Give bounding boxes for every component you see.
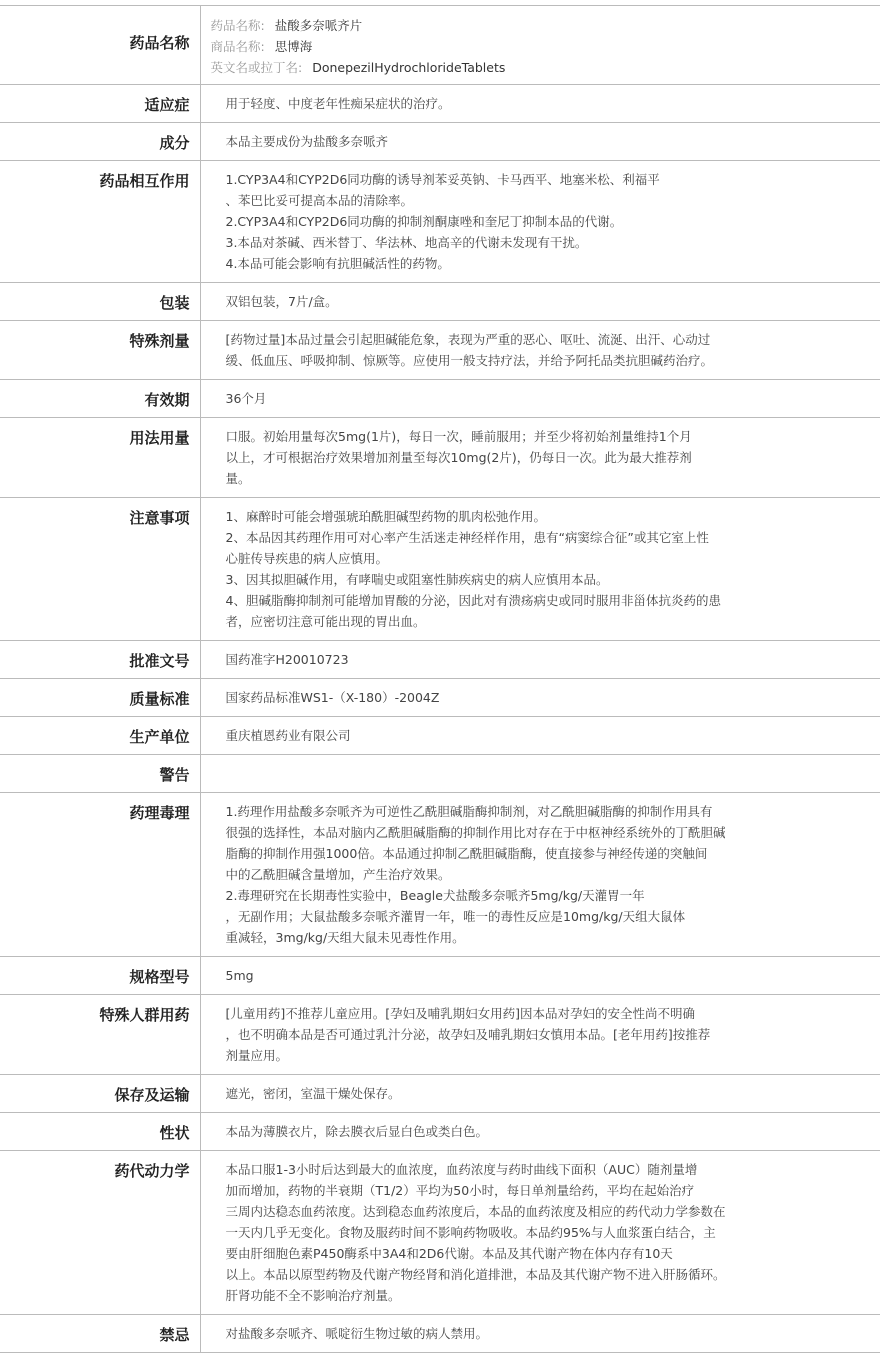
row-text-line: 加而增加，药物的半衰期（T1/2）平均为50小时，每日单剂量给药，平均在起始治疗 xyxy=(225,1183,695,1198)
row-text-line: 要由肝细胞色素P450酶系中3A4和2D6代谢。本品及其代谢产物在体内存有10天 xyxy=(225,1246,673,1261)
row-value xyxy=(200,995,880,1075)
row-text-line: 4.本品可能会影响有抗胆碱活性的药物。 xyxy=(225,256,450,271)
row-value xyxy=(200,1315,880,1353)
english-name-line xyxy=(211,57,871,78)
row-text-line: 1.药理作用盐酸多奈哌齐为可逆性乙酰胆碱脂酶抑制剂，对乙酰胆碱脂酶的抑制作用具有 xyxy=(225,804,713,819)
row-text-line: 36个月 xyxy=(225,391,267,406)
row-label: 有效期 xyxy=(0,380,200,418)
row-text-line: 肝肾功能不全不影响治疗剂量。 xyxy=(225,1288,401,1303)
row-label: 批准文号 xyxy=(0,641,200,679)
row-text-line: 国家药品标准WS1-（X-180）-2004Z xyxy=(225,690,440,705)
row-text-line: 以上。本品以原型药物及代谢产物经肾和消化道排泄，本品及其代谢产物不进入肝肠循环。 xyxy=(225,1267,726,1282)
row-text-line: 量。 xyxy=(225,471,251,486)
row-text-line: 本品口服1-3小时后达到最大的血浓度，血药浓度与药时曲线下面积（AUC）随剂量增 xyxy=(225,1162,698,1177)
row-value xyxy=(200,418,880,498)
row-label: 成分 xyxy=(0,123,200,161)
row-text-line: 本品主要成份为盐酸多奈哌齐 xyxy=(225,134,389,149)
row-label: 禁忌 xyxy=(0,1315,200,1353)
row-text-line: 1、麻醉时可能会增强琥珀酰胆碱型药物的肌肉松弛作用。 xyxy=(225,509,546,524)
row-text-line: 三周内达稳态血药浓度。达到稳态血药浓度后，本品的血药浓度及相应的药代动力学参数在 xyxy=(225,1204,726,1219)
row-text-line: 2、本品因其药理作用可对心率产生活迷走神经样作用，患有“病窦综合征”或其它室上性 xyxy=(225,530,709,545)
row-text-line: 本品为薄膜衣片，除去膜衣后显白色或类白色。 xyxy=(225,1124,489,1139)
row-text-line: 国药准字H20010723 xyxy=(225,652,349,667)
trade-name-key: 商品名称: xyxy=(210,39,265,54)
row-text-line: 重减轻，3mg/kg/天组大鼠未见毒性作用。 xyxy=(225,930,465,945)
row-value xyxy=(200,85,880,123)
trade-name-value: 思博海 xyxy=(274,39,313,54)
row-label: 特殊剂量 xyxy=(0,321,200,380)
row-label: 保存及运输 xyxy=(0,1075,200,1113)
row-text-line: 3.本品对茶碱、西米替丁、华法林、地高辛的代谢未发现有干扰。 xyxy=(225,235,588,250)
row-text-line: ，无副作用；大鼠盐酸多奈哌齐灌胃一年，唯一的毒性反应是10mg/kg/天组大鼠体 xyxy=(225,909,686,924)
row-value xyxy=(200,679,880,717)
row-label: 性状 xyxy=(0,1113,200,1151)
row-value xyxy=(200,321,880,380)
row-value xyxy=(200,1151,880,1315)
row-text-line: 、苯巴比妥可提高本品的清除率。 xyxy=(225,193,414,208)
info-row xyxy=(0,283,880,321)
row-text-line: 一天内几乎无变化。食物及服药时间不影响药物吸收。本品约95%与人血浆蛋白结合，主 xyxy=(225,1225,716,1240)
row-text-line: 者，应密切注意可能出现的胃出血。 xyxy=(225,614,426,629)
row-text-line: 中的乙酰胆碱含量增加，产生治疗效果。 xyxy=(225,867,451,882)
info-row xyxy=(0,498,880,641)
info-row xyxy=(0,123,880,161)
trade-name-line xyxy=(211,36,871,57)
row-text-line: 3、因其拟胆碱作用，有哮喘史或阻塞性肺疾病史的病人应慎用本品。 xyxy=(225,572,609,587)
row-text-line: 很强的选择性，本品对脑内乙酰胆碱脂酶的抑制作用比对存在于中枢神经系统外的丁酰胆碱 xyxy=(225,825,726,840)
info-row xyxy=(0,85,880,123)
info-row xyxy=(0,679,880,717)
row-label: 药品相互作用 xyxy=(0,161,200,283)
row-value xyxy=(200,641,880,679)
row-label: 规格型号 xyxy=(0,957,200,995)
info-row xyxy=(0,755,880,793)
row-value xyxy=(200,717,880,755)
info-row xyxy=(0,1113,880,1151)
info-row xyxy=(0,793,880,957)
row-text-line: 以上，才可根据治疗效果增加剂量至每次10mg(2片)，仍每日一次。此为最大推荐剂 xyxy=(225,450,692,465)
row-text-line: 心脏传导疾患的病人应慎用。 xyxy=(225,551,389,566)
info-row xyxy=(0,995,880,1075)
row-empty xyxy=(226,763,871,784)
row-text-line: [药物过量]本品过量会引起胆碱能危象，表现为严重的恶心、呕吐、流涎、出汗、心动过 xyxy=(225,332,711,347)
row-label: 药代动力学 xyxy=(0,1151,200,1315)
row-label: 用法用量 xyxy=(0,418,200,498)
row-text-line: 2.毒理研究在长期毒性实验中，Beagle犬盐酸多奈哌齐5mg/kg/天灌胃一年 xyxy=(225,888,645,903)
row-value xyxy=(200,793,880,957)
generic-name-value: 盐酸多奈哌齐片 xyxy=(274,18,363,33)
row-text-line: 4、胆碱脂酶抑制剂可能增加胃酸的分泌，因此对有溃疡病史或同时服用非甾体抗炎药的患 xyxy=(225,593,721,608)
info-row xyxy=(0,1151,880,1315)
row-label: 质量标准 xyxy=(0,679,200,717)
row-text-line: 对盐酸多奈哌齐、哌啶衍生物过敏的病人禁用。 xyxy=(225,1326,489,1341)
generic-name-line xyxy=(211,15,871,36)
row-text-line: ，也不明确本品是否可通过乳汁分泌，故孕妇及哺乳期妇女慎用本品。[老年用药]按推荐 xyxy=(225,1027,711,1042)
row-text-line: 脂酶的抑制作用强1000倍。本品通过抑制乙酰胆碱脂酶，使直接参与神经传递的突触间 xyxy=(225,846,708,861)
english-name-value: DonepezilHydrochlorideTablets xyxy=(312,60,506,75)
row-label: 包装 xyxy=(0,283,200,321)
row-text-line: 遮光，密闭，室温干燥处保存。 xyxy=(225,1086,401,1101)
info-row xyxy=(0,717,880,755)
info-row xyxy=(0,380,880,418)
row-value xyxy=(200,498,880,641)
info-row xyxy=(0,1315,880,1353)
row-text-line: 2.CYP3A4和CYP2D6同功酶的抑制剂酮康唑和奎尼丁抑制本品的代谢。 xyxy=(225,214,623,229)
row-text-line: 剂量应用。 xyxy=(225,1048,289,1063)
row-label: 生产单位 xyxy=(0,717,200,755)
generic-name-key: 药品名称: xyxy=(210,18,265,33)
info-row xyxy=(0,957,880,995)
row-text-line: 5mg xyxy=(225,968,254,983)
row-value xyxy=(200,161,880,283)
row-value xyxy=(200,1075,880,1113)
info-row xyxy=(0,641,880,679)
row-value xyxy=(200,755,880,793)
row-label: 药品名称 xyxy=(0,6,200,85)
row-value xyxy=(200,283,880,321)
row-label: 特殊人群用药 xyxy=(0,995,200,1075)
info-row xyxy=(0,418,880,498)
row-label: 警告 xyxy=(0,755,200,793)
row-value xyxy=(200,380,880,418)
info-row xyxy=(0,1075,880,1113)
row-text-line: [儿童用药]不推荐儿童应用。[孕妇及哺乳期妇女用药]因本品对孕妇的安全性尚不明确 xyxy=(225,1006,696,1021)
row-text-line: 1.CYP3A4和CYP2D6同功酶的诱导剂苯妥英钠、卡马西平、地塞米松、利福平 xyxy=(225,172,660,187)
row-label: 药理毒理 xyxy=(0,793,200,957)
english-name-key: 英文名或拉丁名: xyxy=(210,60,303,75)
row-value xyxy=(200,6,880,85)
row-text-line: 双铝包装，7片/盒。 xyxy=(225,294,338,309)
row-value xyxy=(200,1113,880,1151)
row-label: 注意事项 xyxy=(0,498,200,641)
row-text-line: 用于轻度、中度老年性痴呆症状的治疗。 xyxy=(225,96,451,111)
row-text-line: 口服。初始用量每次5mg(1片)，每日一次，睡前服用；并至少将初始剂量维持1个月 xyxy=(225,429,692,444)
row-text-line: 缓、低血压、呼吸抑制、惊厥等。应使用一般支持疗法，并给予阿托品类抗胆碱药治疗。 xyxy=(225,353,714,368)
info-row xyxy=(0,321,880,380)
row-value xyxy=(200,123,880,161)
drug-info-table xyxy=(0,5,880,1353)
info-row xyxy=(0,161,880,283)
row-drug-name xyxy=(0,6,880,85)
drug-info-body xyxy=(0,6,880,1353)
row-label: 适应症 xyxy=(0,85,200,123)
row-value xyxy=(200,957,880,995)
row-text-line: 重庆植恩药业有限公司 xyxy=(225,728,351,743)
